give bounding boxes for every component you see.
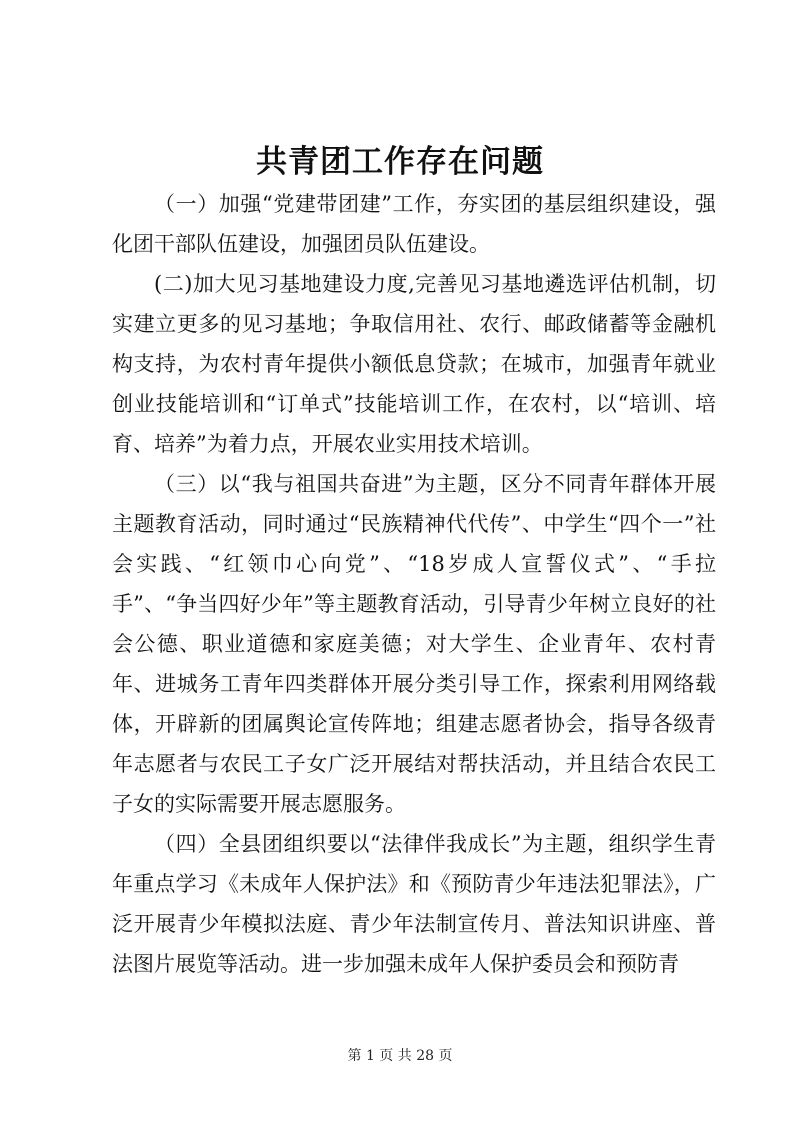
page-number-footer: 第 1 页 共 28 页 bbox=[347, 1048, 453, 1064]
document-body bbox=[112, 184, 716, 984]
paragraph-1: （一）加强“党建带团建”工作，夯实团的基层组织建设，强化团干部队伍建设，加强团员队伍建设。 bbox=[112, 192, 716, 256]
page-title: 共青团工作存在问题 bbox=[256, 144, 544, 180]
paragraph-3: （三）以“我与祖国共奋进”为主题，区分不同青年群体开展主题教育活动，同时通过“民族精神代代传”、中学生“四个一”社会实践、“红领巾心向党”、“18岁成人宣誓仪式”、“手拉手”、“争当四好少年”等主题教育活动，引导青少年树立良好的社会公德、职业道德和家庭美德；对大学生、企业青年、农村青年、进城务工青年四类群体开展分类引导工作，探索利用网络载体，开辟新的团属舆论宣传阵地；组建志愿者协会，指导各级青年志愿者与农民工子女广泛开展结对帮扶活动，并且结合农民工子女的实际需要开展志愿服务。 bbox=[112, 472, 716, 816]
paragraph-2: (二)加大见习基地建设力度,完善见习基地遴选评估机制，切实建立更多的见习基地；争取信用社、农行、邮政储蓄等金融机构支持，为农村青年提供小额低息贷款；在城市，加强青年就业创业技能培训和“订单式”技能培训工作，在农村，以“培训、培育、培养”为着力点，开展农业实用技术培训。 bbox=[112, 272, 716, 456]
paragraph-4: （四）全县团组织要以“法律伴我成长”为主题，组织学生青年重点学习《未成年人保护法》和《预防青少年违法犯罪法》，广泛开展青少年模拟法庭、青少年法制宣传月、普法知识讲座、普法图片展览等活动。进一步加强未成年人保护委员会和预防青 bbox=[112, 832, 716, 976]
